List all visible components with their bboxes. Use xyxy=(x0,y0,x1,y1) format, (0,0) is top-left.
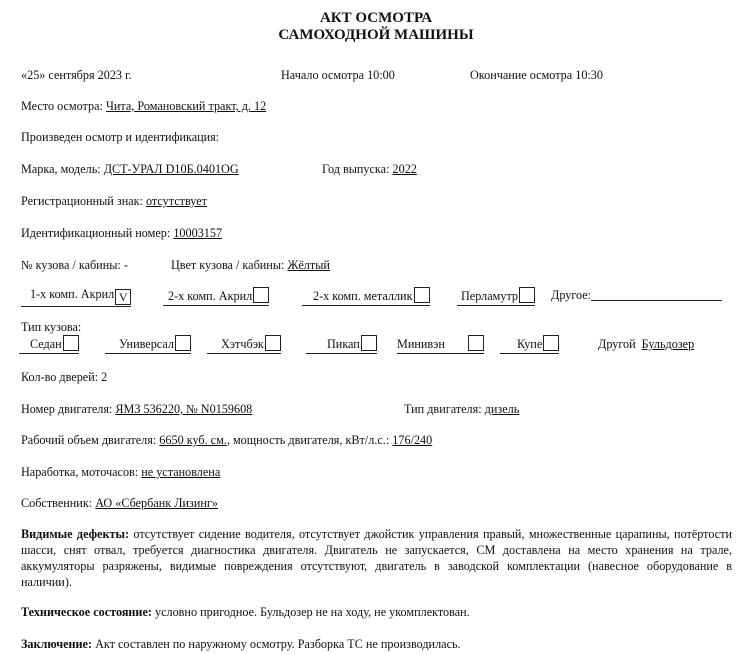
body-type-hatchback-label: Хэтчбэк xyxy=(221,337,264,351)
body-type-minivan-label: Минивэн xyxy=(397,337,445,351)
paint-option-4 xyxy=(457,287,535,306)
engine-power-value: 176/240 xyxy=(392,433,433,447)
body-type-pickup-checkbox[interactable] xyxy=(361,335,377,351)
paint-option-4-label: Перламутр xyxy=(461,289,519,303)
condition-text: условно пригодное. Бульдозер не на ходу, не укомплектован. xyxy=(151,605,470,619)
body-type-pickup xyxy=(306,335,377,354)
condition-label: Техническое состояние: xyxy=(21,605,152,619)
vin-label: Идентификационный номер: xyxy=(21,226,174,240)
body-color-label: Цвет кузова / кабины: xyxy=(171,258,288,272)
paint-option-3-label: 2-х комп. металлик xyxy=(313,289,413,303)
year-row xyxy=(322,162,417,177)
body-type-pickup-label: Пикап xyxy=(327,337,360,351)
vin-row xyxy=(21,226,222,241)
paint-option-2 xyxy=(163,287,269,306)
body-type-universal xyxy=(105,335,191,354)
place-value: Чита, Романовский тракт, д. 12 xyxy=(105,99,267,113)
hours-value: не установлена xyxy=(141,465,221,479)
body-type-coupe-checkbox[interactable] xyxy=(543,335,559,351)
hours-label: Наработка, моточасов: xyxy=(21,465,142,479)
engine-volume-label: Рабочий объем двигателя: xyxy=(21,433,160,447)
engine-number-value: ЯМЗ 536220, № N0159608 xyxy=(115,402,253,416)
paint-option-2-label: 2-х комп. Акрил xyxy=(168,289,253,303)
owner-value: АО «Сбербанк Лизинг» xyxy=(95,496,218,510)
owner-label: Собственник: xyxy=(21,496,96,510)
year-value: 2022 xyxy=(392,162,417,176)
engine-number-label: Номер двигателя: xyxy=(21,402,116,416)
engine-volume-value: 6650 куб. см. xyxy=(159,433,227,447)
engine-volume-row xyxy=(21,433,432,448)
body-type-other-label: Другой xyxy=(598,337,636,351)
vin-value: 10003157 xyxy=(173,226,223,240)
defects-paragraph xyxy=(21,526,732,590)
inspection-note: Произведен осмотр и идентификация: xyxy=(21,130,220,144)
body-type-coupe-label: Купе xyxy=(517,337,543,351)
conclusion-label: Заключение: xyxy=(21,637,93,651)
body-color-value: Жёлтый xyxy=(287,258,330,272)
body-type-hatchback-checkbox[interactable] xyxy=(265,335,281,351)
body-type-hatchback xyxy=(207,335,281,354)
reg-sign-value: отсутствует xyxy=(145,194,207,208)
inspection-date: «25» сентября 2023 г. xyxy=(21,68,132,82)
inspection-end: Окончание осмотра 10:30 xyxy=(470,68,603,82)
body-type-sedan-label: Седан xyxy=(30,337,62,351)
body-type-universal-label: Универсал xyxy=(119,337,174,351)
paint-option-3 xyxy=(302,287,430,306)
owner-row xyxy=(21,496,218,511)
paint-option-3-checkbox[interactable] xyxy=(414,287,430,303)
engine-type-row xyxy=(404,402,519,417)
paint-option-4-checkbox[interactable] xyxy=(519,287,535,303)
document-title-line2: САМОХОДНОЙ МАШИНЫ xyxy=(278,27,474,43)
engine-type-label: Тип двигателя: xyxy=(404,402,485,416)
body-type-minivan xyxy=(397,335,484,354)
condition-paragraph xyxy=(21,604,732,620)
conclusion-text: Акт составлен по наружному осмотру. Разборка ТС не производилась. xyxy=(92,637,461,651)
place-row xyxy=(21,99,266,114)
body-type-minivan-checkbox[interactable] xyxy=(468,335,484,351)
conclusion-paragraph xyxy=(21,636,732,652)
year-label: Год выпуска: xyxy=(322,162,393,176)
body-type-label: Тип кузова: xyxy=(21,320,82,334)
paint-option-2-checkbox[interactable] xyxy=(253,287,269,303)
document-title-line1: АКТ ОСМОТРА xyxy=(319,10,433,26)
body-type-other xyxy=(598,337,708,352)
paint-other xyxy=(551,288,722,303)
body-type-sedan-checkbox[interactable] xyxy=(63,335,79,351)
paint-other-label: Другое: xyxy=(551,288,592,302)
defects-text: отсутствует сидение водителя, отсутствует джойстик управления правый, множественные царапины, потёртости шасси, снят отвал, требуется диагностика двигателя. Двигатель не запускается, СМ доставлена на место хранения на трале, аккумуляторы разряжены, видимые повреждения отсутствуют, двигатель в заводской комплектации (навесное оборудование в наличии). xyxy=(21,527,732,589)
body-number: № кузова / кабины: - xyxy=(21,258,128,272)
place-label: Место осмотра: xyxy=(21,99,106,113)
engine-type-value: дизель xyxy=(484,402,520,416)
doors-count: Кол-во дверей: 2 xyxy=(21,370,108,384)
paint-option-1 xyxy=(21,287,131,307)
paint-option-1-label: 1-х комп. Акрил xyxy=(30,287,115,301)
body-type-coupe xyxy=(500,335,559,354)
model-label: Марка, модель: xyxy=(21,162,104,176)
body-type-sedan xyxy=(19,335,79,354)
paint-other-field[interactable] xyxy=(591,288,722,301)
reg-sign-row xyxy=(21,194,207,209)
body-type-other-value: Бульдозер xyxy=(641,337,695,351)
reg-sign-label: Регистрационный знак: xyxy=(21,194,146,208)
inspection-start: Начало осмотра 10:00 xyxy=(281,68,395,82)
model-row xyxy=(21,162,239,177)
engine-power-label: , мощность двигателя, кВт/л.с.: xyxy=(226,433,393,447)
engine-number-row xyxy=(21,402,252,417)
paint-option-1-checkbox[interactable]: V xyxy=(115,289,131,305)
model-value: ДСТ-УРАЛ D10Б.0401OG xyxy=(103,162,239,176)
defects-label: Видимые дефекты: xyxy=(21,527,130,541)
hours-row xyxy=(21,465,220,480)
body-color-row xyxy=(171,258,330,273)
body-type-universal-checkbox[interactable] xyxy=(175,335,191,351)
